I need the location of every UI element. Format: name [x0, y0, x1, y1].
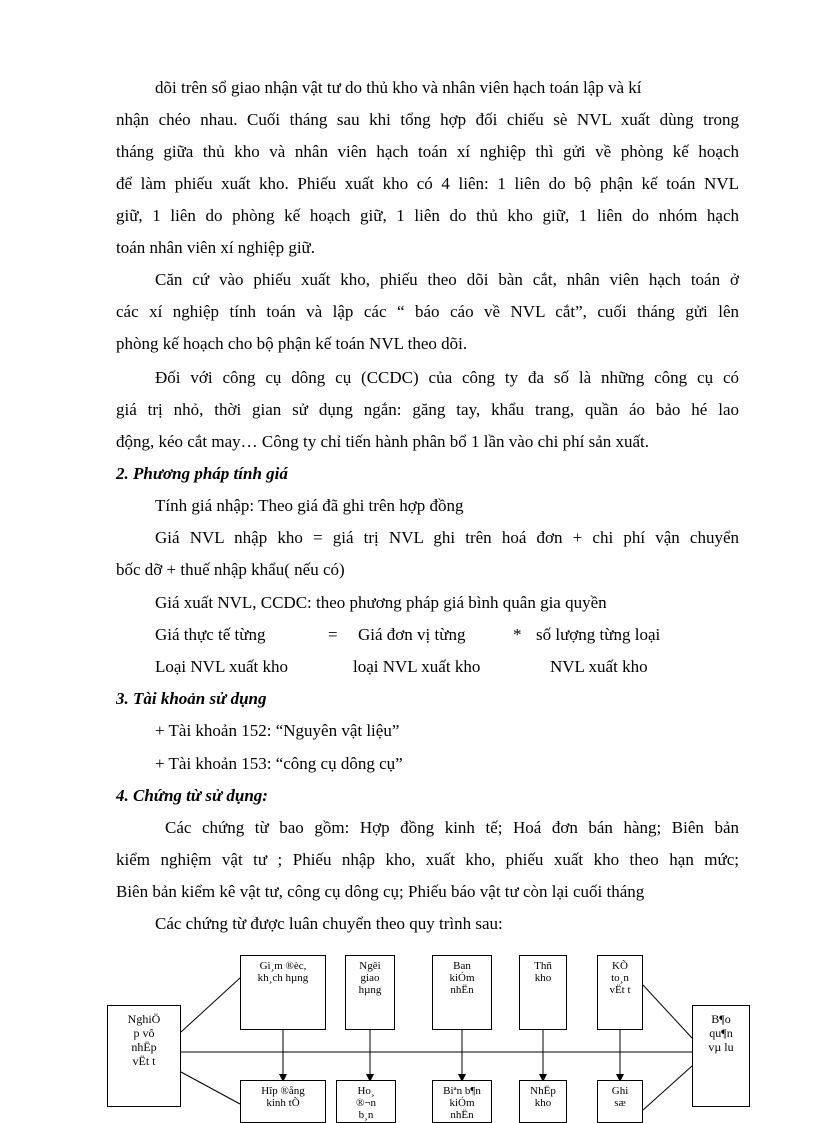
formula-equals: =: [328, 625, 338, 644]
box-nhap-kho: NhËp kho: [519, 1080, 567, 1123]
p3-line-3: động, kéo cắt may… Công ty chỉ tiến hành phân bổ 1 lần vào chi phí sản xuất.: [116, 432, 650, 451]
p3-line-1: Đối với công cụ dông cụ (CCDC) của công ty đa số là những công cụ có: [155, 368, 739, 387]
section2-line-3: bốc dỡ + thuế nhập khẩu( nếu có): [116, 560, 345, 579]
p3-line-2: giá trị nhỏ, thời gian sử dụng ngắn: găng tay, khẩu trang, quần áo bảo hé lao: [116, 400, 739, 419]
p1-line-2: nhận chéo nhau. Cuối tháng sau khi tổng hợp đối chiếu sè NVL xuất dùng trong: [116, 110, 739, 129]
left-diagonal-top: [181, 978, 240, 1032]
formula-sub-2: loại NVL xuất kho: [353, 657, 481, 676]
section4-line-1: Các chứng từ bao gồm: Hợp đồng kinh tế; Hoá đơn bán hàng; Biên bản: [165, 818, 739, 837]
p2-line-3: phòng kế hoạch cho bộ phận kế toán NVL theo dõi.: [116, 334, 468, 353]
box-hop-dong: Hîp ®ång kinh tÕ: [240, 1080, 326, 1123]
p2-line-2: các xí nghiệp tính toán và lập các “ báo cáo về NVL cắt”, cuối tháng gửi lên: [116, 302, 739, 321]
section4-heading: 4. Chứng từ sử dụng:: [116, 786, 268, 805]
p1-line-6: toán nhân viên xí nghiệp giữ.: [116, 238, 316, 257]
section4-line-2: kiểm nghiệm vật tư ; Phiếu nhập kho, xuất kho, phiếu xuất kho theo hạn mức;: [116, 850, 739, 869]
account-153: + Tài khoản 153: “công cụ dông cụ”: [155, 754, 403, 773]
section4-intro: Các chứng từ được luân chuyển theo quy trình sau:: [155, 914, 503, 933]
p1-line-1: dõi trên sổ giao nhận vật tư do thủ kho và nhân viên hạch toán lập và kí: [155, 78, 642, 97]
section2-line-4: Giá xuất NVL, CCDC: theo phương pháp giá bình quân gia quyền: [155, 593, 607, 612]
formula-times: *: [513, 625, 522, 644]
section3-heading: 3. Tài khoản sử dụng: [116, 689, 267, 708]
box-nghiep-vu-nhap: NghiÖ p vô nhËp vËt t: [107, 1005, 181, 1107]
box-ban-kiem-nhan: Ban kiÓm nhËn: [432, 955, 492, 1030]
box-hoa-don: Ho¸ ®¬n b¸n: [336, 1080, 396, 1123]
account-152: + Tài khoản 152: “Nguyên vật liệu”: [155, 721, 400, 740]
p1-line-5: giữ, 1 liên do phòng kế hoạch giữ, 1 liên do thủ kho giữ, 1 liên do nhóm hạch: [116, 206, 739, 225]
section2-heading: 2. Phương pháp tính giá: [116, 464, 288, 483]
box-ghi-so: Ghi sæ: [597, 1080, 643, 1123]
formula-term-2: Giá đơn vị từng: [358, 625, 466, 644]
box-bao-quan: B¶o qu¶n vµ lu: [692, 1005, 750, 1107]
section2-line-1: Tính giá nhập: Theo giá đã ghi trên hợp đồng: [155, 496, 464, 515]
p1-line-3: tháng giữa thủ kho và nhân viên hạch toán xí nghiệp thì gửi về phòng kế hoạch: [116, 142, 739, 161]
formula-term-3: số lượng từng loại: [536, 625, 661, 644]
section2-line-2: Giá NVL nhập kho = giá trị NVL ghi trên hoá đơn + chi phí vận chuyển: [155, 528, 739, 547]
formula-term-1: Giá thực tế từng: [155, 625, 266, 644]
section4-line-3: Biên bản kiểm kê vật tư, công cụ dông cụ; Phiếu báo vật tư còn lại cuối tháng: [116, 882, 645, 901]
box-ke-toan-vat-tu: KÕ to¸n vËt t: [597, 955, 643, 1030]
formula-sub-3: NVL xuất kho: [550, 657, 648, 676]
formula-sub-1: Loại NVL xuất kho: [155, 657, 288, 676]
box-nguoi-giao-hang: Ngêi giao hµng: [345, 955, 395, 1030]
p1-line-4: để làm phiếu xuất kho. Phiếu xuất kho có 4 liên: 1 liên do bộ phận kế toán NVL: [116, 174, 739, 193]
box-bien-ban: Biªn b¶n kiÓm nhËn: [432, 1080, 492, 1123]
right-diagonal-bottom: [643, 1066, 692, 1110]
right-diagonal-top: [643, 985, 692, 1038]
box-giam-doc: Gi¸m ®èc, kh¸ch hµng: [240, 955, 326, 1030]
p2-line-1: Căn cứ vào phiếu xuất kho, phiếu theo dõi bàn cắt, nhân viên hạch toán ở: [155, 270, 739, 289]
left-diagonal-bottom: [181, 1072, 240, 1104]
box-thu-kho: Thñ kho: [519, 955, 567, 1030]
